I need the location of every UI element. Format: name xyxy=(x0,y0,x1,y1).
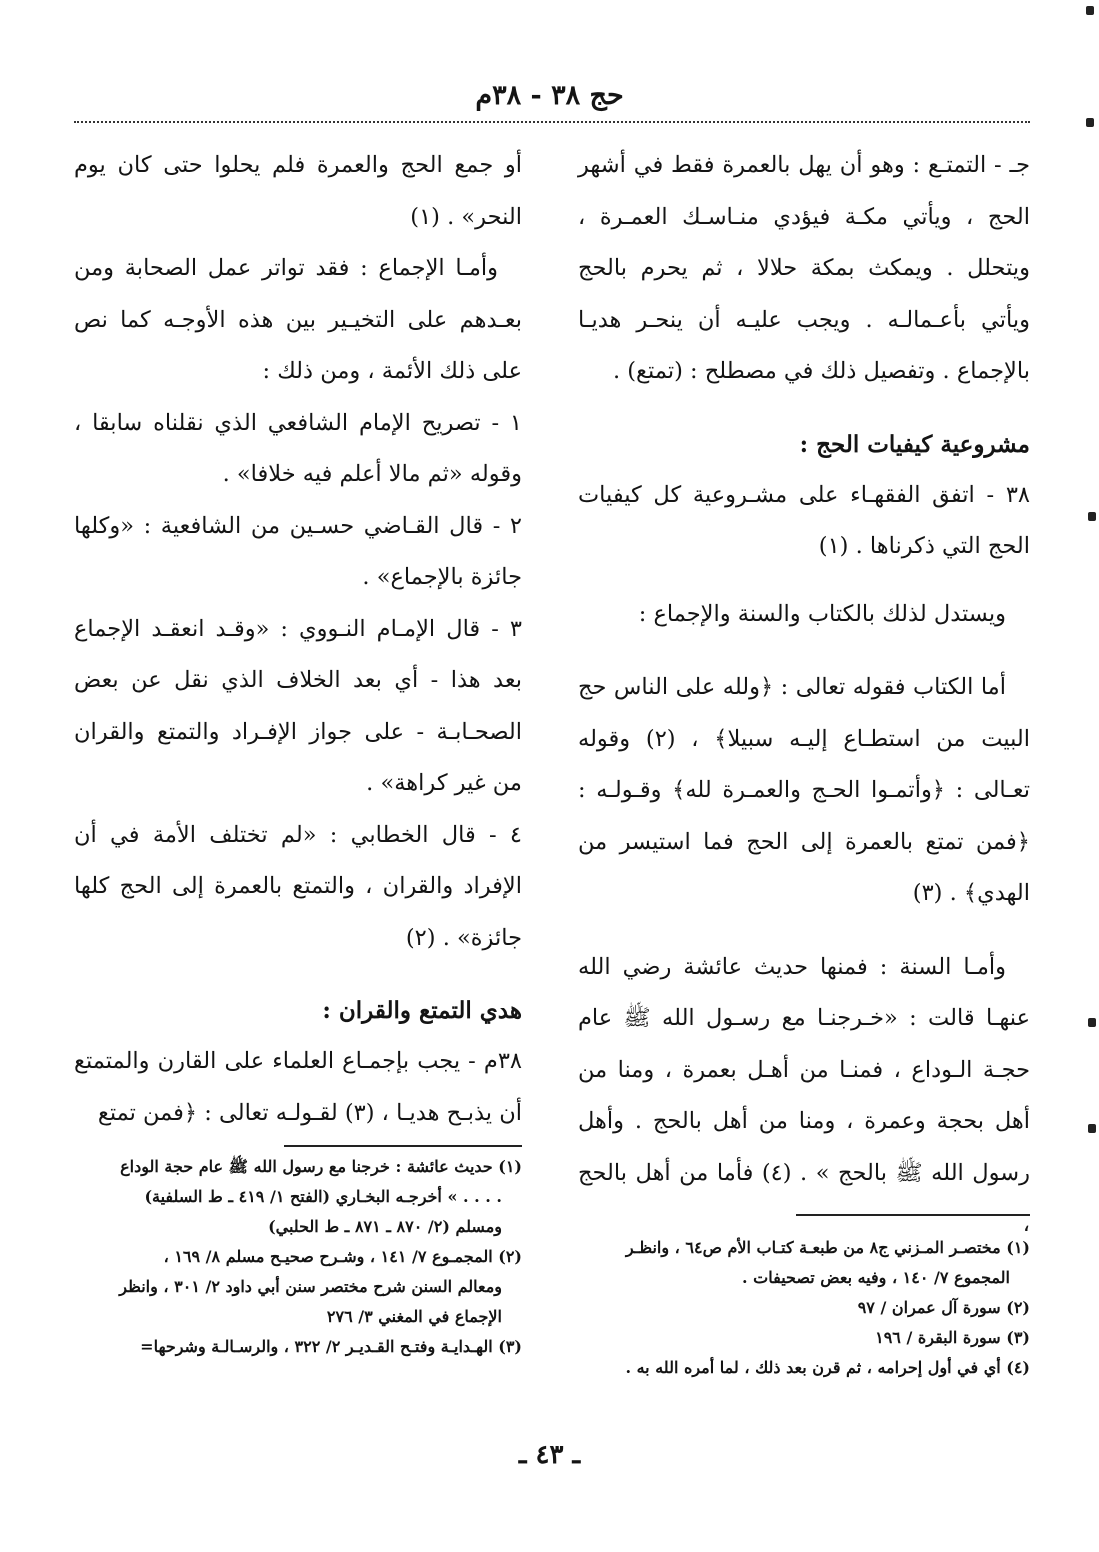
footnote-1: (١) حديث عائشة : خرجنا مع رسول الله ﷺ عام حجة الوداع xyxy=(120,1157,522,1176)
footnote-2: (٢) المجمـوع ٧/ ١٤١ ، وشـرح صحيـح مسلم ٨/ ١٦٩ ، xyxy=(163,1247,522,1266)
footnote-3: (٣) سورة البقرة / ١٩٦ xyxy=(875,1328,1030,1347)
footnote-2-cont: ومعالم السنن شرح مختصر سنن أبي داود ٢/ ٣٠١ ، وانظر xyxy=(119,1277,502,1296)
footnotes-right xyxy=(578,1233,1030,1383)
page-number: ـ ٤٣ ـ xyxy=(518,1440,581,1470)
scan-speck xyxy=(1086,6,1094,15)
header-dotted-rule xyxy=(74,121,1030,123)
scan-speck xyxy=(1088,1124,1096,1133)
paragraph-quran-evidence: أما الكتاب فقوله تعالى : ﴿ولله على الناس حج البيت من استطـاع إليـه سبيلا﴾ ، (٢) وقوله تعـالى : ﴿وأتمـوا الحـج والعمـرة لله﴾ وقـولـه : ﴿فمن تمتع بالعمرة إلى الحج فما استيسر من الهدي﴾ . (٣) xyxy=(578,674,1031,906)
paragraph-38m: ٣٨م - يجب بإجمـاع العلماء على القارن والمتمتع أن يذبـح هديـا ، (٣) لقـولـه تعالى : ﴿فمن تمتع xyxy=(74,1048,522,1126)
paragraph-continuation: أو جمع الحج والعمرة فلم يحلوا حتى كان يوم النحر» . (١) xyxy=(74,152,522,230)
footnotes-left xyxy=(74,1152,522,1362)
scan-speck xyxy=(1088,512,1096,521)
footnote-rule-left xyxy=(284,1145,522,1147)
paragraph-38: ٣٨ - اتفق الفقهـاء على مشـروعية كل كيفيات الحج التي ذكرناها . (١) xyxy=(578,481,1030,559)
footnote-1-cont: ومسلم (٢/ ٨٧٠ ـ ٨٧١ ـ ط الحلبي) xyxy=(268,1217,502,1236)
section-heading-legitimacy: مشروعية كيفيات الحج : xyxy=(799,430,1030,458)
footnote-rule-right xyxy=(796,1214,1030,1216)
paragraph-tamattu: جـ - التمتـع : وهو أن يهل بالعمرة فقط في أشهر الحج ، ويأتي مكـة فيؤدي منـاسـك العمـرة ، ويتحلل . ويمكث بمكة حلالا ، ثم يحرم بالحج ويأتي بأعـمالـه . ويجب عليـه أن ينحـر هديـا بالإجماع . وتفصيل ذلك في مصطلح : (تمتع) . xyxy=(578,152,1030,384)
list-item-4: ٤ - قال الخطابي : «لم تختلف الأمة في أن الإفراد والقران ، والتمتع بالعمرة إلى الحج كلها جائزة» . (٢) xyxy=(74,821,522,951)
list-item-2: ٢ - قال القـاضي حسـين من الشافعية : «وكلها جائزة بالإجماع» . xyxy=(74,512,522,590)
page-header-title: حج ٣٨ - ٣٨م xyxy=(475,80,624,111)
list-item-1: ١ - تصريح الإمام الشافعي الذي نقلناه سابقا ، وقوله «ثم مالا أعلم فيه خلافا» . xyxy=(74,409,522,487)
footnote-1: (١) مختصـر المـزني ج٨ من طبعـة كتـاب الأم ص٦٤ ، وانظـر xyxy=(625,1238,1030,1257)
list-item-3: ٣ - قال الإمـام النـووي : «وقـد انعقـد الإجماع بعد هذا - أي بعد الخلاف الذي نقل عن بعض الصحـابـة - على جواز الإفـراد والتمتع والقران من غير كراهة» . xyxy=(74,615,522,796)
paragraph-sunnah-evidence: وأمـا السنة : فمنها حديث عائشة رضي الله عنهـا قالت : «خـرجنـا مع رسـول الله ﷺ عام حجـة الـوداع ، فمنـا من أهـل بعمرة ، ومنا من أهل بحجة وعمرة ، ومنا من أهل بالحج . وأهل رسول الله ﷺ بالحج » . (٤) فأما من أهل بالحج ، xyxy=(578,953,1030,1237)
right-column xyxy=(578,140,1030,1251)
footnote-1-cont: . . . . » أخرجـه البخـاري (الفتح ١/ ٤١٩ ـ ط السلفية) xyxy=(144,1187,502,1206)
footnote-3: (٣) الهـدايـة وفتـح القـديـر ٢/ ٣٢٢ ، والرسـالـة وشرحها= xyxy=(140,1337,522,1356)
footnote-1-cont: المجموع ٧/ ١٤٠ ، وفيه بعض تصحيفات . xyxy=(742,1268,1010,1287)
scan-speck xyxy=(1086,118,1094,127)
footnote-2: (٢) سورة آل عمران / ٩٧ xyxy=(857,1298,1030,1317)
paragraph-evidence-intro: ويستدل لذلك بالكتاب والسنة والإجماع : xyxy=(638,600,1006,627)
left-column xyxy=(74,140,522,1139)
footnote-4: (٤) أي في أول إحرامه ، ثم قرن بعد ذلك ، لما أمره الله به . xyxy=(625,1358,1030,1377)
scan-speck xyxy=(1088,1018,1096,1027)
paragraph-ijma: وأمـا الإجماع : فقد تواتر عمل الصحابة ومن بعـدهم على التخيـير بين هذه الأوجـه كما نص على ذلك الأئمة ، ومن ذلك : xyxy=(74,255,522,384)
section-heading-hady: هدي التمتع والقران : xyxy=(322,997,522,1024)
footnote-2-cont: الإجماع في المغني ٣/ ٢٧٦ xyxy=(326,1307,502,1326)
